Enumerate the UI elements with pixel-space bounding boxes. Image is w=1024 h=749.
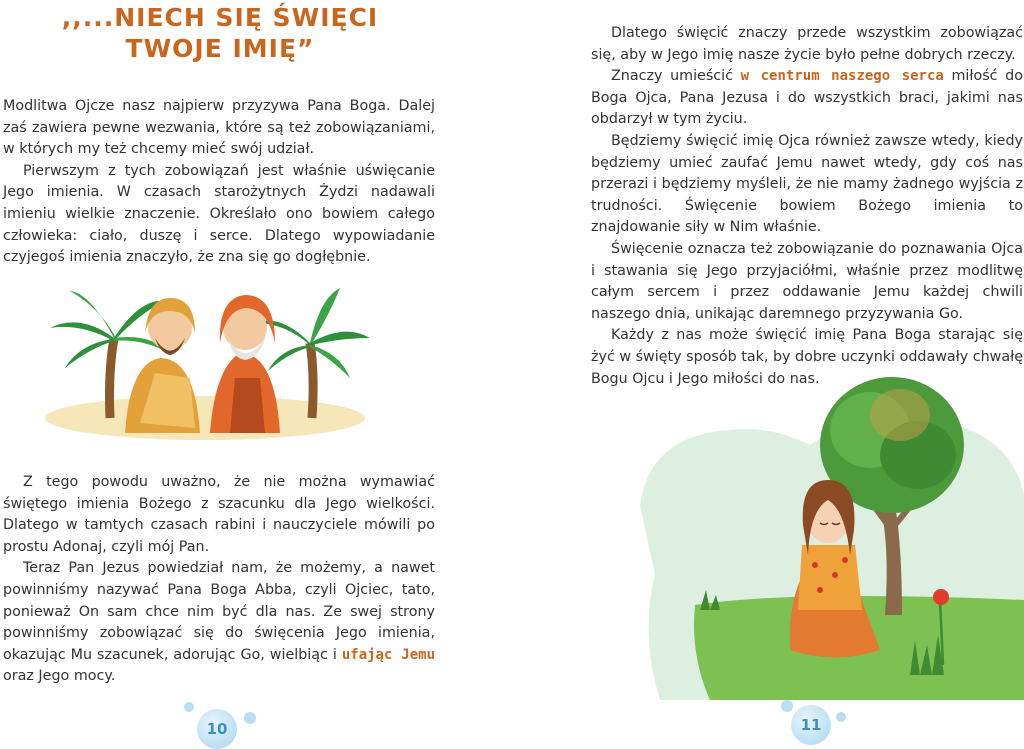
paragraph: Pierwszym z tych zobowiązań jest właśnie uświęcanie Jego imienia. W czasach starożytnych Żydzi nadawali imieniu wielkie znaczenie. Określało ono bowiem całego człowieka: ciało, duszę i serce. Dlatego wypowiadanie czyjegoś imienia znaczyło, że zna się go dogłębnie.: [3, 162, 435, 266]
highlight-ufajac-jemu: ufając Jemu: [341, 646, 435, 663]
left-text-block-1: [3, 96, 435, 269]
page-number-11: 11: [791, 705, 831, 745]
paragraph: Z tego powodu uważno, że nie można wymawiać świętego imienia Bożego z szacunku dla Jego wielkości. Dlatego w tamtych czasach rabini i nauczyciele mówili po prostu Adonaj, czyli mój Pan.: [3, 474, 435, 555]
illustration-two-men-palms: [30, 283, 375, 443]
paragraph: Święcenie oznacza też zobowiązanie do poznawania Ojca i stawania się Jego przyjaciółmi, właśnie przez modlitwę całym sercem i przez oddawanie Jemu każdej chwili naszego dnia, unikając daremnego przyzywania Go.: [591, 240, 1023, 322]
decor-bubble: [781, 700, 793, 712]
paragraph: Znaczy umieścić w centrum naszego serca miłość do Boga Ojca, Pana Jezusa i do wszystkich braci, jakimi nas obdarzył w tym życiu.: [591, 68, 1023, 128]
left-text-block-2: [3, 472, 435, 688]
illustration-girl-praying-tree: [640, 375, 1024, 700]
title-line-2: TWOJE IMIĘ”: [125, 34, 315, 63]
paragraph: Będziemy święcić imię Ojca również zawsze wtedy, kiedy będziemy umieć zaufać Jemu nawet wtedy, gdy coś nas przerazi i będziemy myśleli, że nie mamy żadnego wyjścia z trudności. Święcenie bowiem Bożego imienia to znajdowanie siły w Nim właśnie.: [591, 132, 1023, 236]
decor-bubble: [244, 712, 256, 724]
right-text-block: [591, 23, 1023, 390]
paragraph: Każdy z nas może święcić imię Pana Boga starając się żyć w święty sposób tak, by dobre uczynki oddawały chwałę Bogu Ojcu i Jego miłości do nas.: [591, 327, 1023, 387]
page-title: [40, 2, 400, 64]
paragraph: Modlitwa Ojcze nasz najpierw przyzywa Pana Boga. Dalej zaś zawiera pewne wezwania, które są też zobowiązaniami, w których my też chcemy mieć swój udział.: [3, 98, 435, 158]
decor-bubble: [184, 702, 194, 712]
highlight-centrum: w centrum naszego serca: [740, 68, 944, 85]
page-number-10: 10: [197, 709, 237, 749]
title-line-1: ,,...NIECH SIĘ ŚWIĘCI: [61, 3, 379, 32]
decor-bubble: [836, 712, 846, 722]
paragraph: Dlatego święcić znaczy przede wszystkim zobowiązać się, aby w Jego imię nasze życie było pełne dobrych rzeczy.: [591, 25, 1023, 63]
paragraph: Teraz Pan Jezus powiedział nam, że możemy, a nawet powinniśmy nazywać Pana Boga Abba, czyli Ojciec, tato, ponieważ On sam chce nim być dla nas. Ze swej strony powinniśmy zobowiązać się do święcenia Jego imienia, okazując Mu szacunek, adorując Go, wielbiąc i ufając Jemu oraz Jego mocy.: [3, 560, 435, 685]
